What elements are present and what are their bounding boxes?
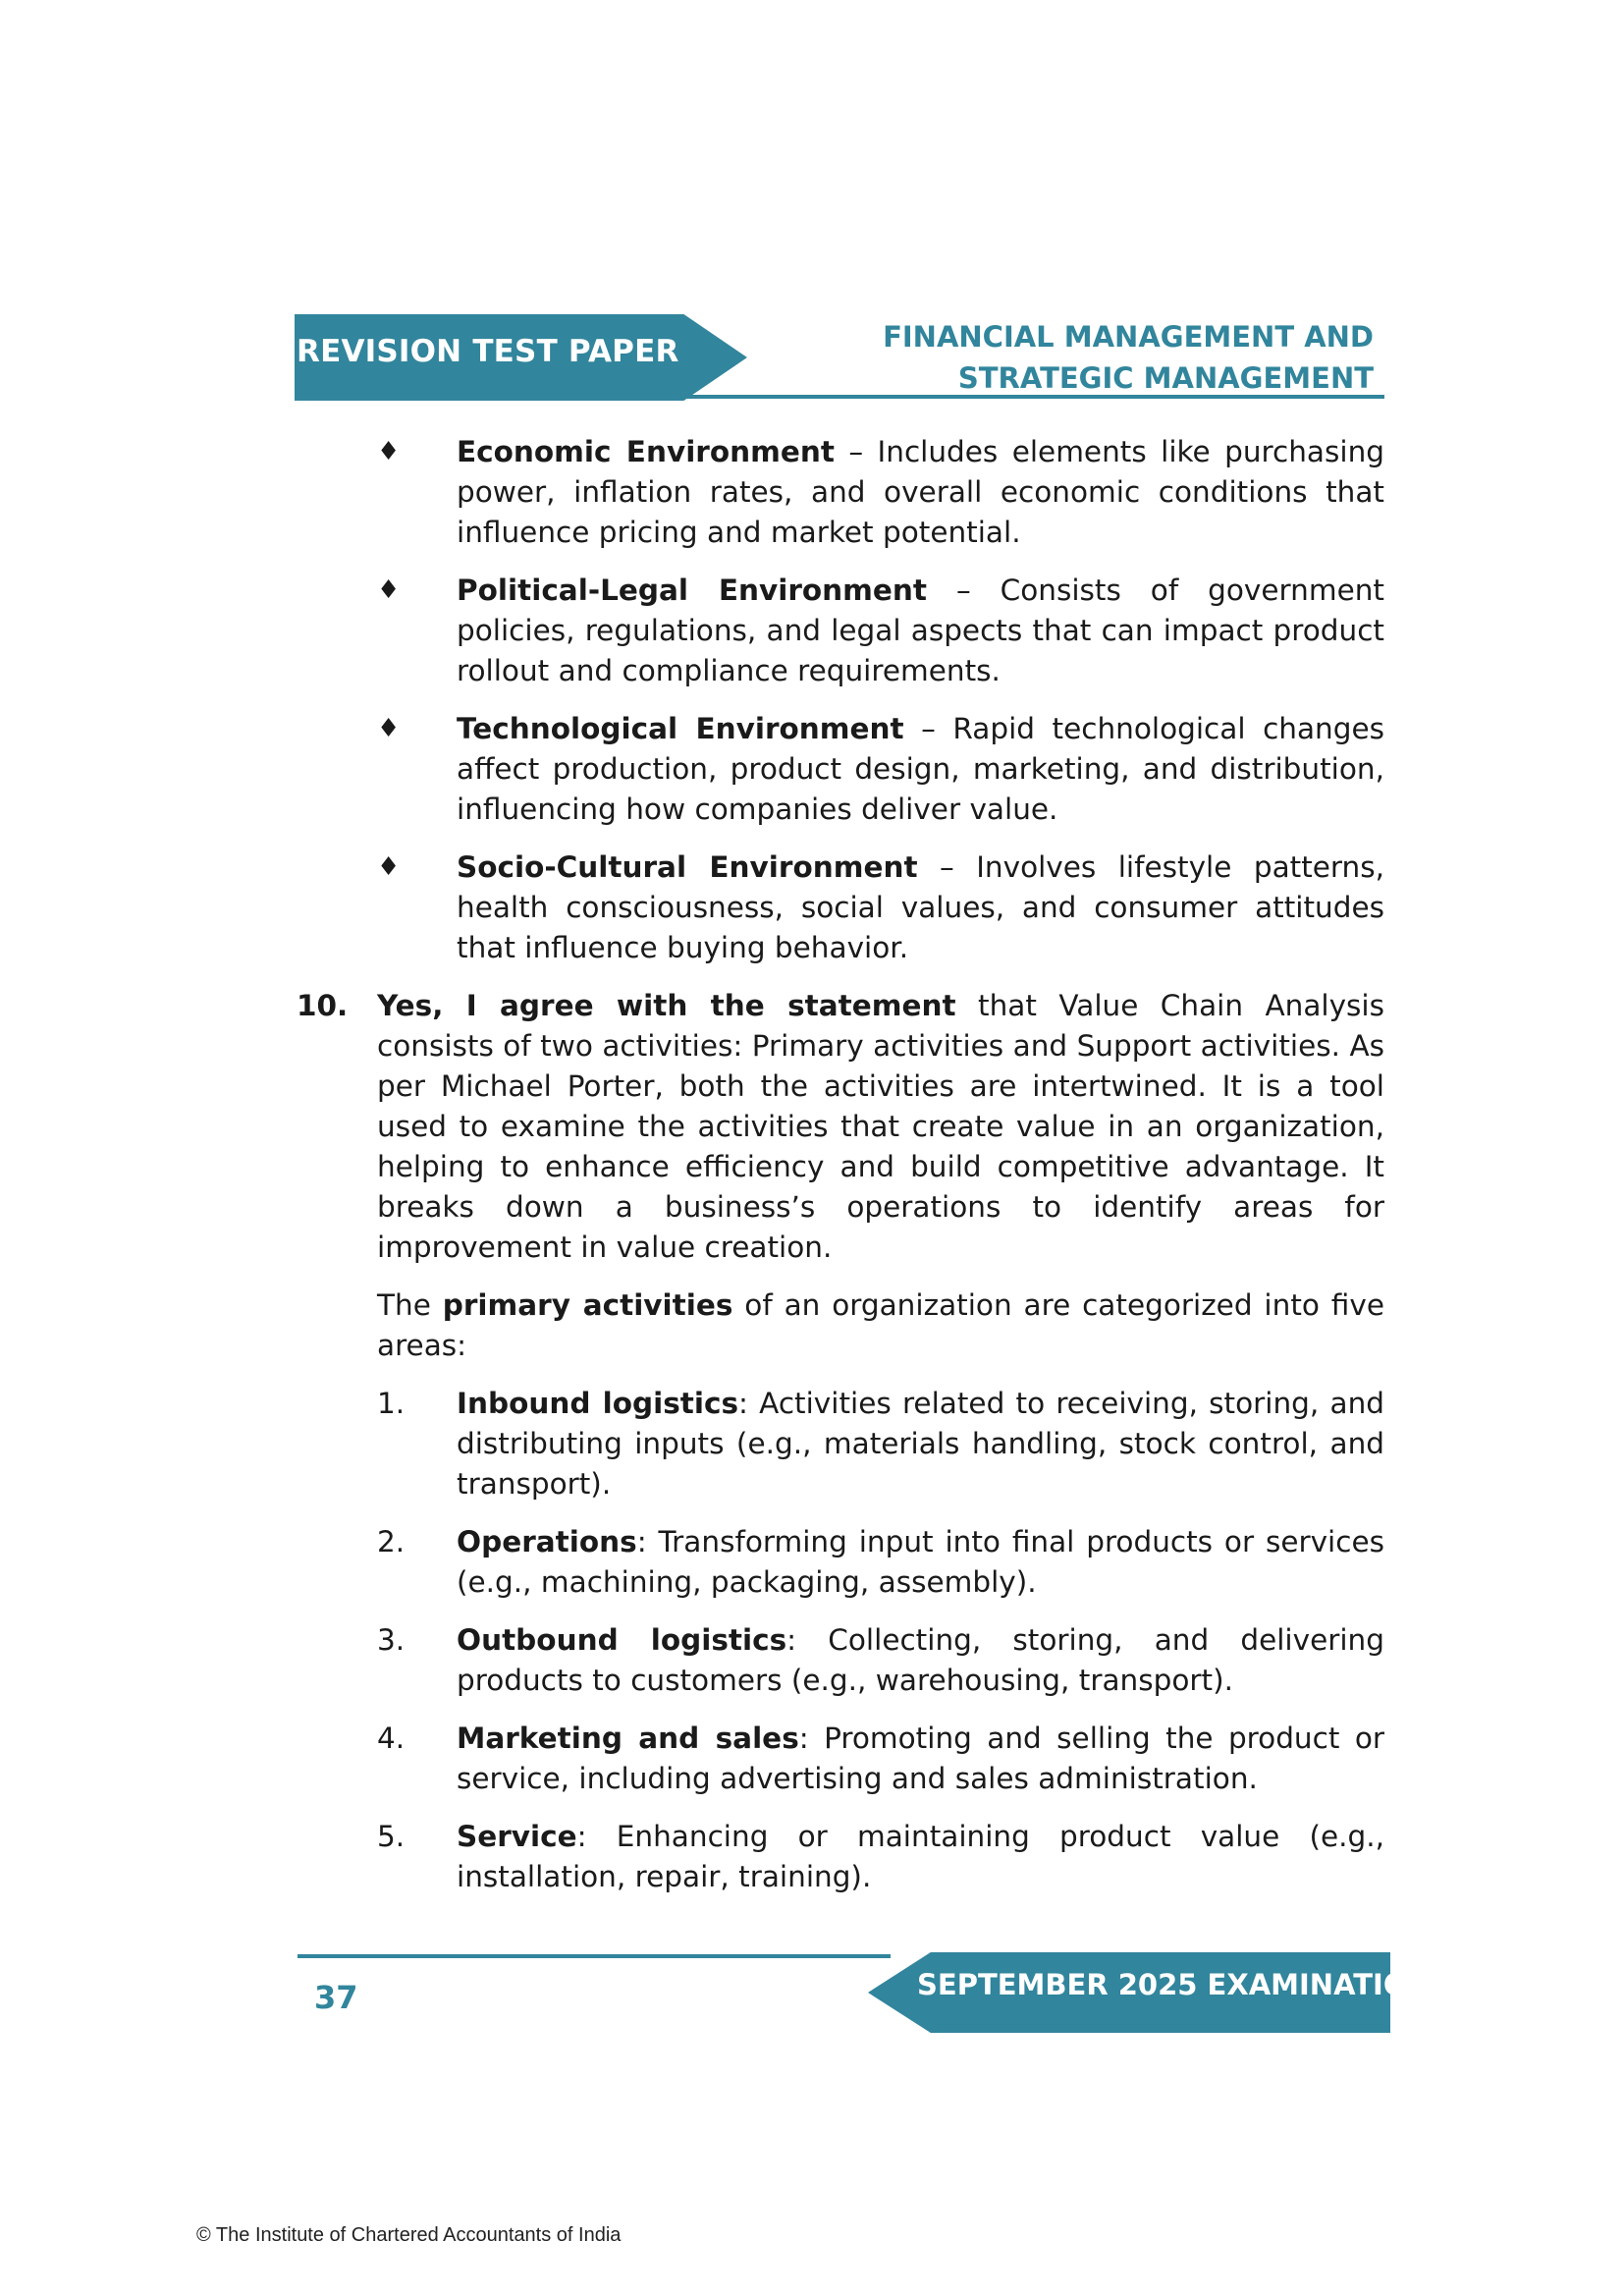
answer-10 [295, 986, 1384, 1268]
item-number: 1. [377, 1387, 406, 1420]
bullet-item-political-legal [295, 571, 1384, 691]
header-banner-label: REVISION TEST PAPER [297, 334, 679, 369]
primary-activities-term: primary activities [442, 1288, 733, 1322]
bullet-item-socio-cultural [295, 847, 1384, 968]
activity-text: : Transforming input into final products or services (e.g., machining, packaging, assembly). [457, 1525, 1384, 1599]
activity-text: : Promoting and selling the product or service, including advertising and sales administration. [457, 1722, 1384, 1795]
activity-item-service [295, 1817, 1384, 1897]
bullet-item-technological [295, 709, 1384, 830]
activity-term: Service [457, 1820, 577, 1853]
page-content [295, 432, 1384, 1915]
bullet-term: Political-Legal Environment [457, 574, 928, 607]
answer-lead: Yes, I agree with the statement [377, 989, 956, 1022]
bullet-text: – Consists of government policies, regulations, and legal aspects that can impact product rollout and compliance requirements. [457, 574, 1384, 687]
answer-text: that Value Chain Analysis consists of two activities: Primary activities and Support activities. As per Michael Porter, both the activities are intertwined. It is a tool used to examine the activities that create value in an organization, helping to enhance efficiency and build competitive advantage. It breaks down a business’s operations to identify areas for improvement in value creation. [377, 989, 1384, 1264]
bullet-text: – Includes elements like purchasing power, inflation rates, and overall economic conditions that influence pricing and market potential. [457, 435, 1384, 549]
item-number: 4. [377, 1722, 406, 1755]
diamond-bullet-icon: ♦ [377, 575, 401, 605]
header-title-line2: STRATEGIC MANAGEMENT [957, 361, 1374, 395]
activity-item-marketing-sales [295, 1719, 1384, 1799]
activity-text: : Enhancing or maintaining product value (e.g., installation, repair, training). [457, 1820, 1384, 1893]
activity-term: Outbound logistics [457, 1623, 787, 1657]
activity-term: Inbound logistics [457, 1387, 739, 1420]
header-title-line1: FINANCIAL MANAGEMENT AND [883, 320, 1374, 354]
copyright-notice: © The Institute of Chartered Accountants of India [196, 2224, 622, 2246]
page-number: 37 [314, 1979, 358, 2016]
activity-text: : Collecting, storing, and delivering products to customers (e.g., warehousing, transport). [457, 1623, 1384, 1697]
header-title [883, 316, 1374, 399]
bullet-text: – Rapid technological changes affect production, product design, marketing, and distribution, influencing how companies deliver value. [457, 712, 1384, 826]
activity-text: : Activities related to receiving, storing, and distributing inputs (e.g., materials handling, stock control, and transport). [457, 1387, 1384, 1501]
bullet-term: Economic Environment [457, 435, 835, 468]
bullet-term: Technological Environment [457, 712, 904, 745]
diamond-bullet-icon: ♦ [377, 714, 401, 743]
activity-item-outbound-logistics [295, 1620, 1384, 1701]
activity-term: Operations [457, 1525, 637, 1558]
footer-exam-label: SEPTEMBER 2025 EXAMINATION [917, 1968, 1432, 2001]
primary-activities-intro: The primary activities of an organization are categorized into five areas: [377, 1288, 1384, 1362]
activity-term: Marketing and sales [457, 1722, 799, 1755]
item-number: 5. [377, 1820, 406, 1853]
bullet-text: – Involves lifestyle patterns, health consciousness, social values, and consumer attitudes that influence buying behavior. [457, 850, 1384, 964]
activity-item-inbound-logistics [295, 1384, 1384, 1504]
diamond-bullet-icon: ♦ [377, 437, 401, 466]
bullet-term: Socio-Cultural Environment [457, 850, 918, 884]
activity-item-operations [295, 1522, 1384, 1603]
diamond-bullet-icon: ♦ [377, 852, 401, 882]
item-number: 2. [377, 1525, 406, 1558]
bullet-item-economic [295, 432, 1384, 553]
footer-rule [298, 1954, 891, 1958]
item-number: 3. [377, 1623, 406, 1657]
question-number: 10. [297, 989, 349, 1022]
header-rule [677, 395, 1384, 399]
